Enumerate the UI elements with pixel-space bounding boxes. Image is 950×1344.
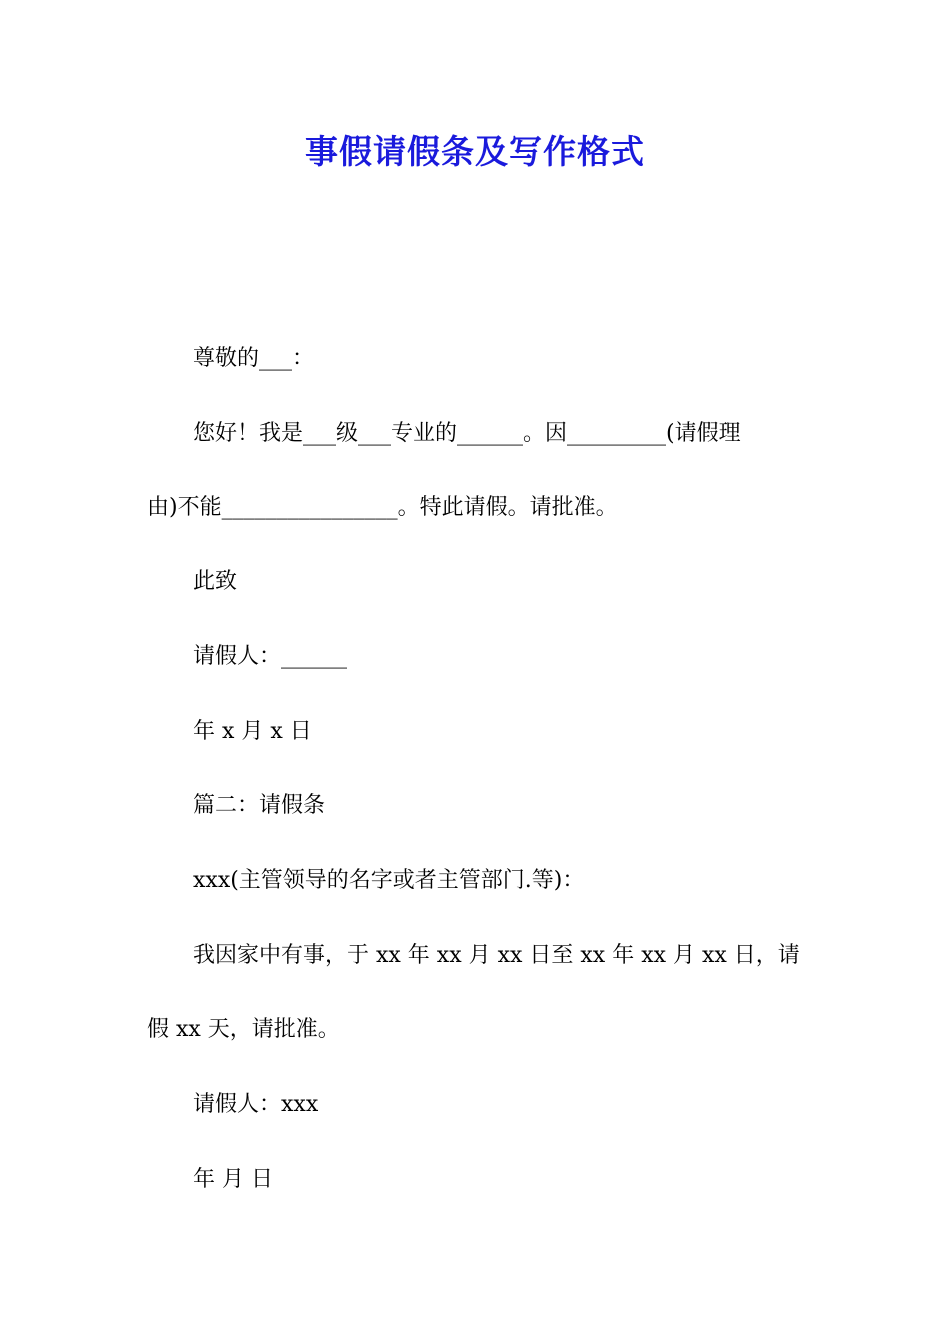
applicant-1: 请假人：______ xyxy=(193,644,348,669)
document-title: 事假请假条及写作格式 xyxy=(305,132,645,171)
body-2-line-2: 假 xx 天，请批准。 xyxy=(147,1017,340,1042)
body-line-2: 由)不能________________。特此请假。请批准。 xyxy=(147,495,618,520)
applicant-2: 请假人：xxx xyxy=(193,1092,319,1117)
salutation-1: 尊敬的___： xyxy=(193,346,315,371)
closing: 此致 xyxy=(193,569,238,594)
salutation-2: xxx(主管领导的名字或者主管部门.等)： xyxy=(193,868,585,893)
date-2: 年 月 日 xyxy=(193,1167,273,1192)
body-line-1: 您好！我是___级___专业的______。因_________(请假理 xyxy=(193,421,741,446)
date-1: 年 x 月 x 日 xyxy=(193,719,312,744)
body-2-line-1: 我因家中有事，于 xx 年 xx 月 xx 日至 xx 年 xx 月 xx 日，请 xyxy=(193,943,800,968)
section-2-heading: 篇二：请假条 xyxy=(193,793,326,818)
